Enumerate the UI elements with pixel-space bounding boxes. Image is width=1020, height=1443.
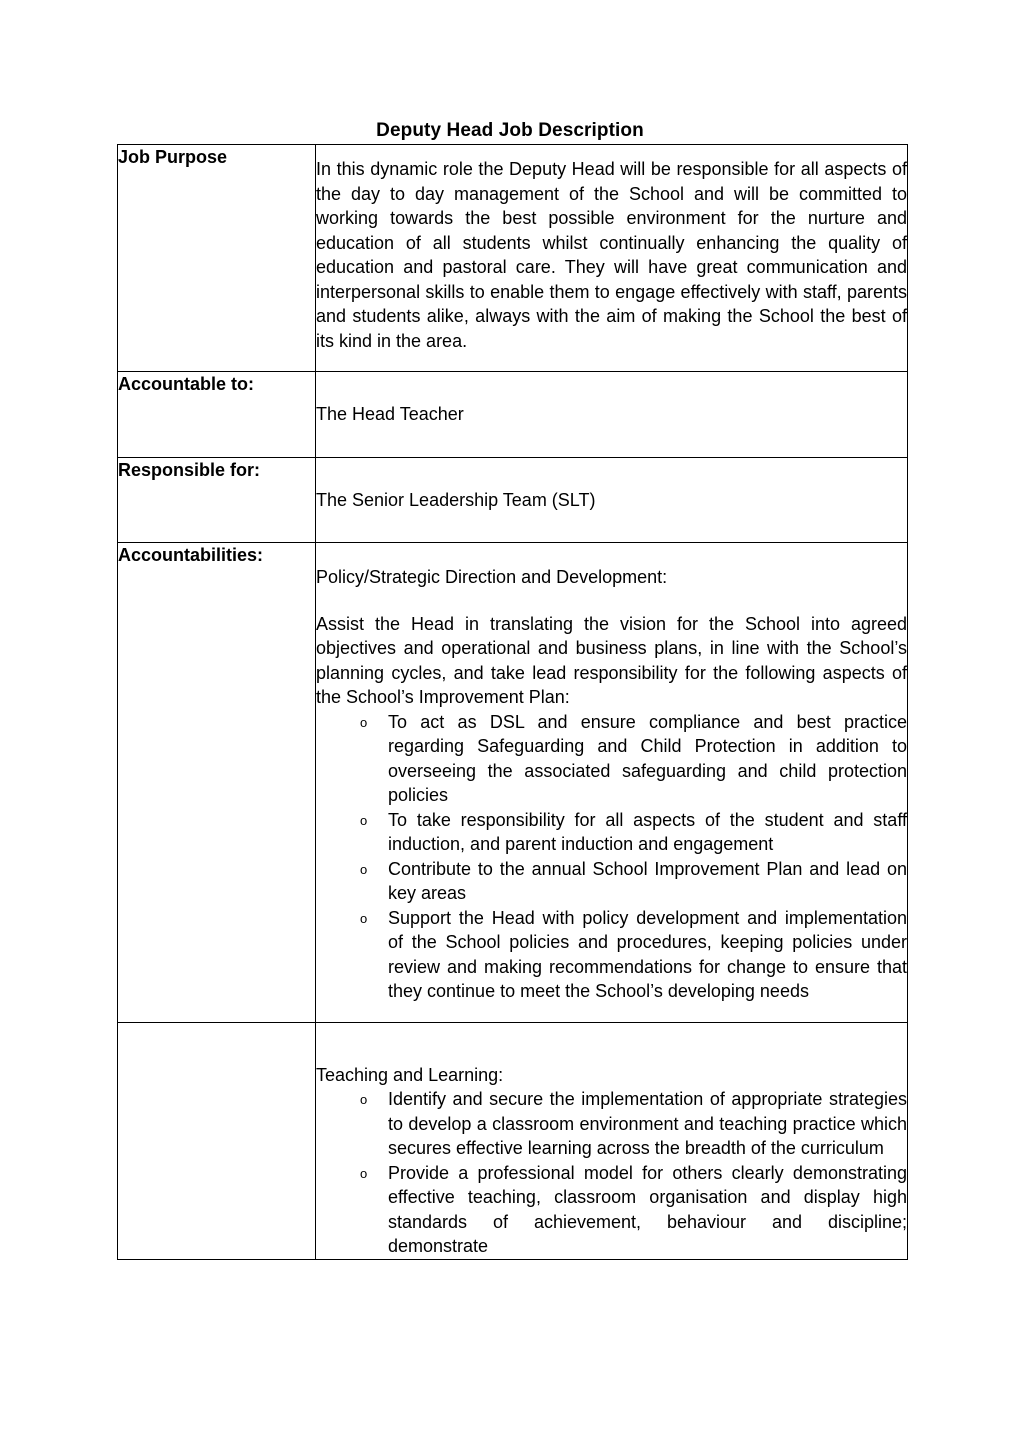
spacer	[316, 372, 907, 402]
job-description-table	[117, 144, 908, 1260]
list-item: o Support the Head with policy development and implementation of the School policies and procedures, keeping policies under review and making recommendations for change to ensure that they continue to meet the School’s developing needs	[316, 906, 907, 1004]
table-row-accountable-to	[118, 372, 908, 458]
list-item: o To take responsibility for all aspects of the student and staff induction, and parent induction and engagement	[316, 808, 907, 857]
list-item: o To act as DSL and ensure compliance and best practice regarding Safeguarding and Child Protection in addition to overseeing the associated safeguarding and child protection policies	[316, 710, 907, 808]
row-label-cell-empty	[118, 1022, 316, 1259]
spacer	[316, 353, 907, 371]
section-heading-policy-strategic: Policy/Strategic Direction and Development:	[316, 567, 668, 587]
accountable-to-value: The Head Teacher	[316, 404, 464, 424]
row-label-cell	[118, 145, 316, 372]
table-row-responsible-for	[118, 457, 908, 543]
teaching-learning-bullet-list	[316, 1087, 907, 1259]
section-heading-teaching-and-learning: Teaching and Learning:	[316, 1064, 504, 1085]
accountabilities-intro-paragraph: Assist the Head in translating the vision for the School into agreed objectives and operational and business plans, in line with the School’s planning cycles, and take lead responsibility for the following aspects of the School’s Improvement Plan:	[316, 613, 907, 707]
responsible-for-value: The Senior Leadership Team (SLT)	[316, 489, 596, 510]
row-body-cell	[316, 1022, 908, 1259]
row-body-cell	[316, 145, 908, 372]
row-label-cell	[118, 457, 316, 543]
row-label-job-purpose: Job Purpose	[118, 147, 228, 167]
spacer	[316, 1023, 907, 1041]
row-label-cell	[118, 372, 316, 458]
table-row-accountabilities	[118, 543, 908, 1023]
spacer	[316, 458, 907, 488]
spacer	[316, 512, 907, 542]
row-label-accountabilities: Accountabilities:	[118, 545, 264, 565]
row-label-responsible-for: Responsible for:	[118, 459, 261, 480]
row-body-cell	[316, 372, 908, 458]
spacer	[316, 145, 907, 157]
list-item: o Provide a professional model for others clearly demonstrating effective teaching, classroom organisation and display high standards of achievement, behaviour and discipline; demonstrate	[316, 1161, 907, 1259]
row-body-cell	[316, 457, 908, 543]
list-item: o Contribute to the annual School Improvement Plan and lead on key areas	[316, 857, 907, 906]
spacer	[316, 427, 907, 457]
list-item: o Identify and secure the implementation of appropriate strategies to develop a classroom environment and teaching practice which secures effective learning across the breadth of the curriculum	[316, 1087, 907, 1161]
spacer	[316, 1004, 907, 1022]
page-title: Deputy Head Job Description	[376, 120, 644, 141]
table-row-job-purpose	[118, 145, 908, 372]
table-row-teaching-and-learning	[118, 1022, 908, 1259]
job-purpose-paragraph: In this dynamic role the Deputy Head will be responsible for all aspects of the day to day management of the School and will be committed to working towards the best possible environment for the nurture and education of all students whilst continually enhancing the quality of education and pastoral care. They will have great communication and interpersonal skills to enable them to engage effectively with staff, parents and students alike, always with the aim of making the School the best of its kind in the area.	[316, 159, 907, 351]
row-label-cell	[118, 543, 316, 1023]
row-label-accountable-to: Accountable to:	[118, 374, 255, 394]
row-body-cell	[316, 543, 908, 1023]
accountabilities-bullet-list	[316, 710, 907, 1004]
